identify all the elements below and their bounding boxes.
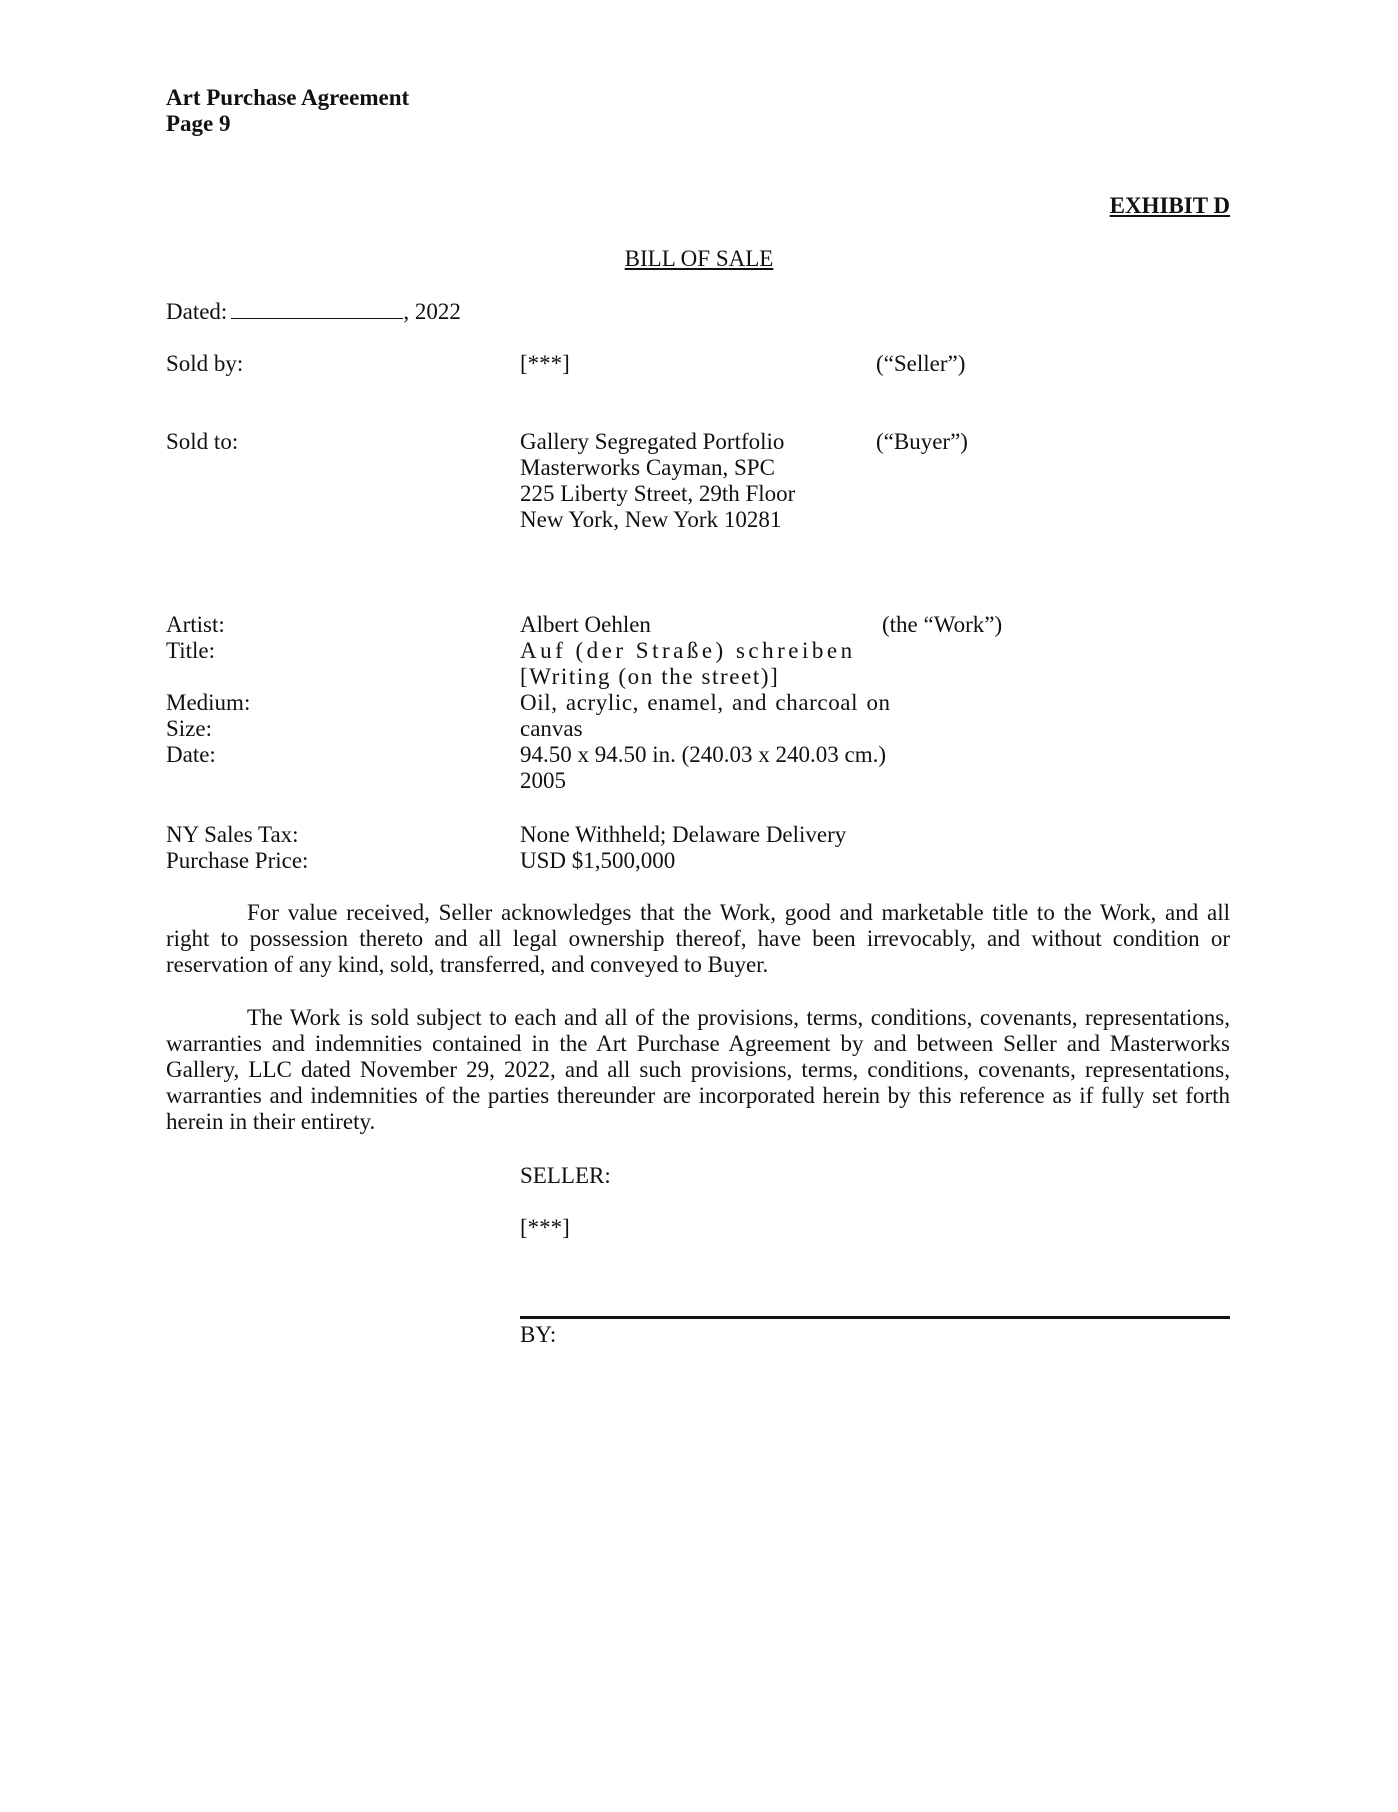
buyer-address — [520, 429, 795, 533]
date-label: Date: — [166, 742, 216, 767]
date-blank-field — [231, 298, 403, 319]
dated-line — [166, 298, 461, 325]
title-value-line: [Writing (on the street)] — [520, 664, 780, 689]
medium-value-line: Oil, acrylic, enamel, and charcoal on — [520, 690, 891, 715]
page-number: Page 9 — [166, 111, 231, 136]
title-label: Title: — [166, 638, 216, 663]
subject-to-paragraph — [166, 1005, 1230, 1135]
tax-labels — [166, 822, 308, 874]
subject-to-text: The Work is sold subject to each and all of the provisions, terms, conditions, covenants, representations, warranties and indemnities contained in the Art Purchase Agreement by and between Seller and Masterworks Gallery, LLC dated November 29, 2022, and all such provisions, terms, conditions, covenants, representations, warranties and indemnities of the parties thereunder are incorporated herein by this reference as if fully set forth herein in their entirety. — [166, 1005, 1230, 1134]
medium-value-line: canvas — [520, 716, 583, 741]
seller-signature-party: [***] — [520, 1215, 570, 1240]
seller-signature-label: SELLER: — [520, 1163, 611, 1188]
buyer-address-line: Gallery Segregated Portfolio — [520, 429, 785, 454]
tax-values — [520, 822, 846, 874]
size-value: 94.50 x 94.50 in. (240.03 x 240.03 cm.) — [520, 742, 887, 767]
title-value-line: Auf (der Straße) schreiben — [520, 638, 856, 663]
document-header — [166, 85, 409, 137]
work-labels — [166, 612, 250, 768]
sold-by-value: [***] — [520, 351, 570, 376]
work-role: (the “Work”) — [882, 612, 1003, 637]
seller-role: (“Seller”) — [876, 351, 966, 376]
buyer-address-line: Masterworks Cayman, SPC — [520, 455, 775, 480]
signature-line — [520, 1316, 1230, 1319]
medium-label: Medium: — [166, 690, 251, 715]
buyer-address-line: New York, New York 10281 — [520, 507, 782, 532]
work-values — [520, 612, 891, 794]
exhibit-label: EXHIBIT D — [1109, 193, 1230, 218]
artist-value: Albert Oehlen — [520, 612, 651, 637]
purchase-price-value: USD $1,500,000 — [520, 848, 676, 873]
sold-by-label: Sold by: — [166, 351, 244, 376]
sold-to-label: Sold to: — [166, 429, 239, 454]
buyer-address-line: 225 Liberty Street, 29th Floor — [520, 481, 796, 506]
size-label: Size: — [166, 716, 212, 741]
sales-tax-value: None Withheld; Delaware Delivery — [520, 822, 847, 847]
acknowledgment-paragraph — [166, 900, 1230, 978]
purchase-price-label: Purchase Price: — [166, 848, 309, 873]
by-label: BY: — [520, 1322, 557, 1347]
artist-label: Artist: — [166, 612, 225, 637]
acknowledgment-text: For value received, Seller acknowledges that the Work, good and marketable title to the Work, and all right to possession thereto and all legal ownership thereof, have been irrevocably, and without condition or reservation of any kind, sold, transferred, and conveyed to Buyer. — [166, 900, 1230, 977]
buyer-role: (“Buyer”) — [876, 429, 968, 454]
date-value: 2005 — [520, 768, 566, 793]
document-title: Art Purchase Agreement — [166, 85, 410, 110]
bill-of-sale-title: BILL OF SALE — [624, 246, 774, 271]
dated-label: Dated: — [166, 299, 228, 324]
dated-year: , 2022 — [403, 299, 461, 324]
sales-tax-label: NY Sales Tax: — [166, 822, 299, 847]
